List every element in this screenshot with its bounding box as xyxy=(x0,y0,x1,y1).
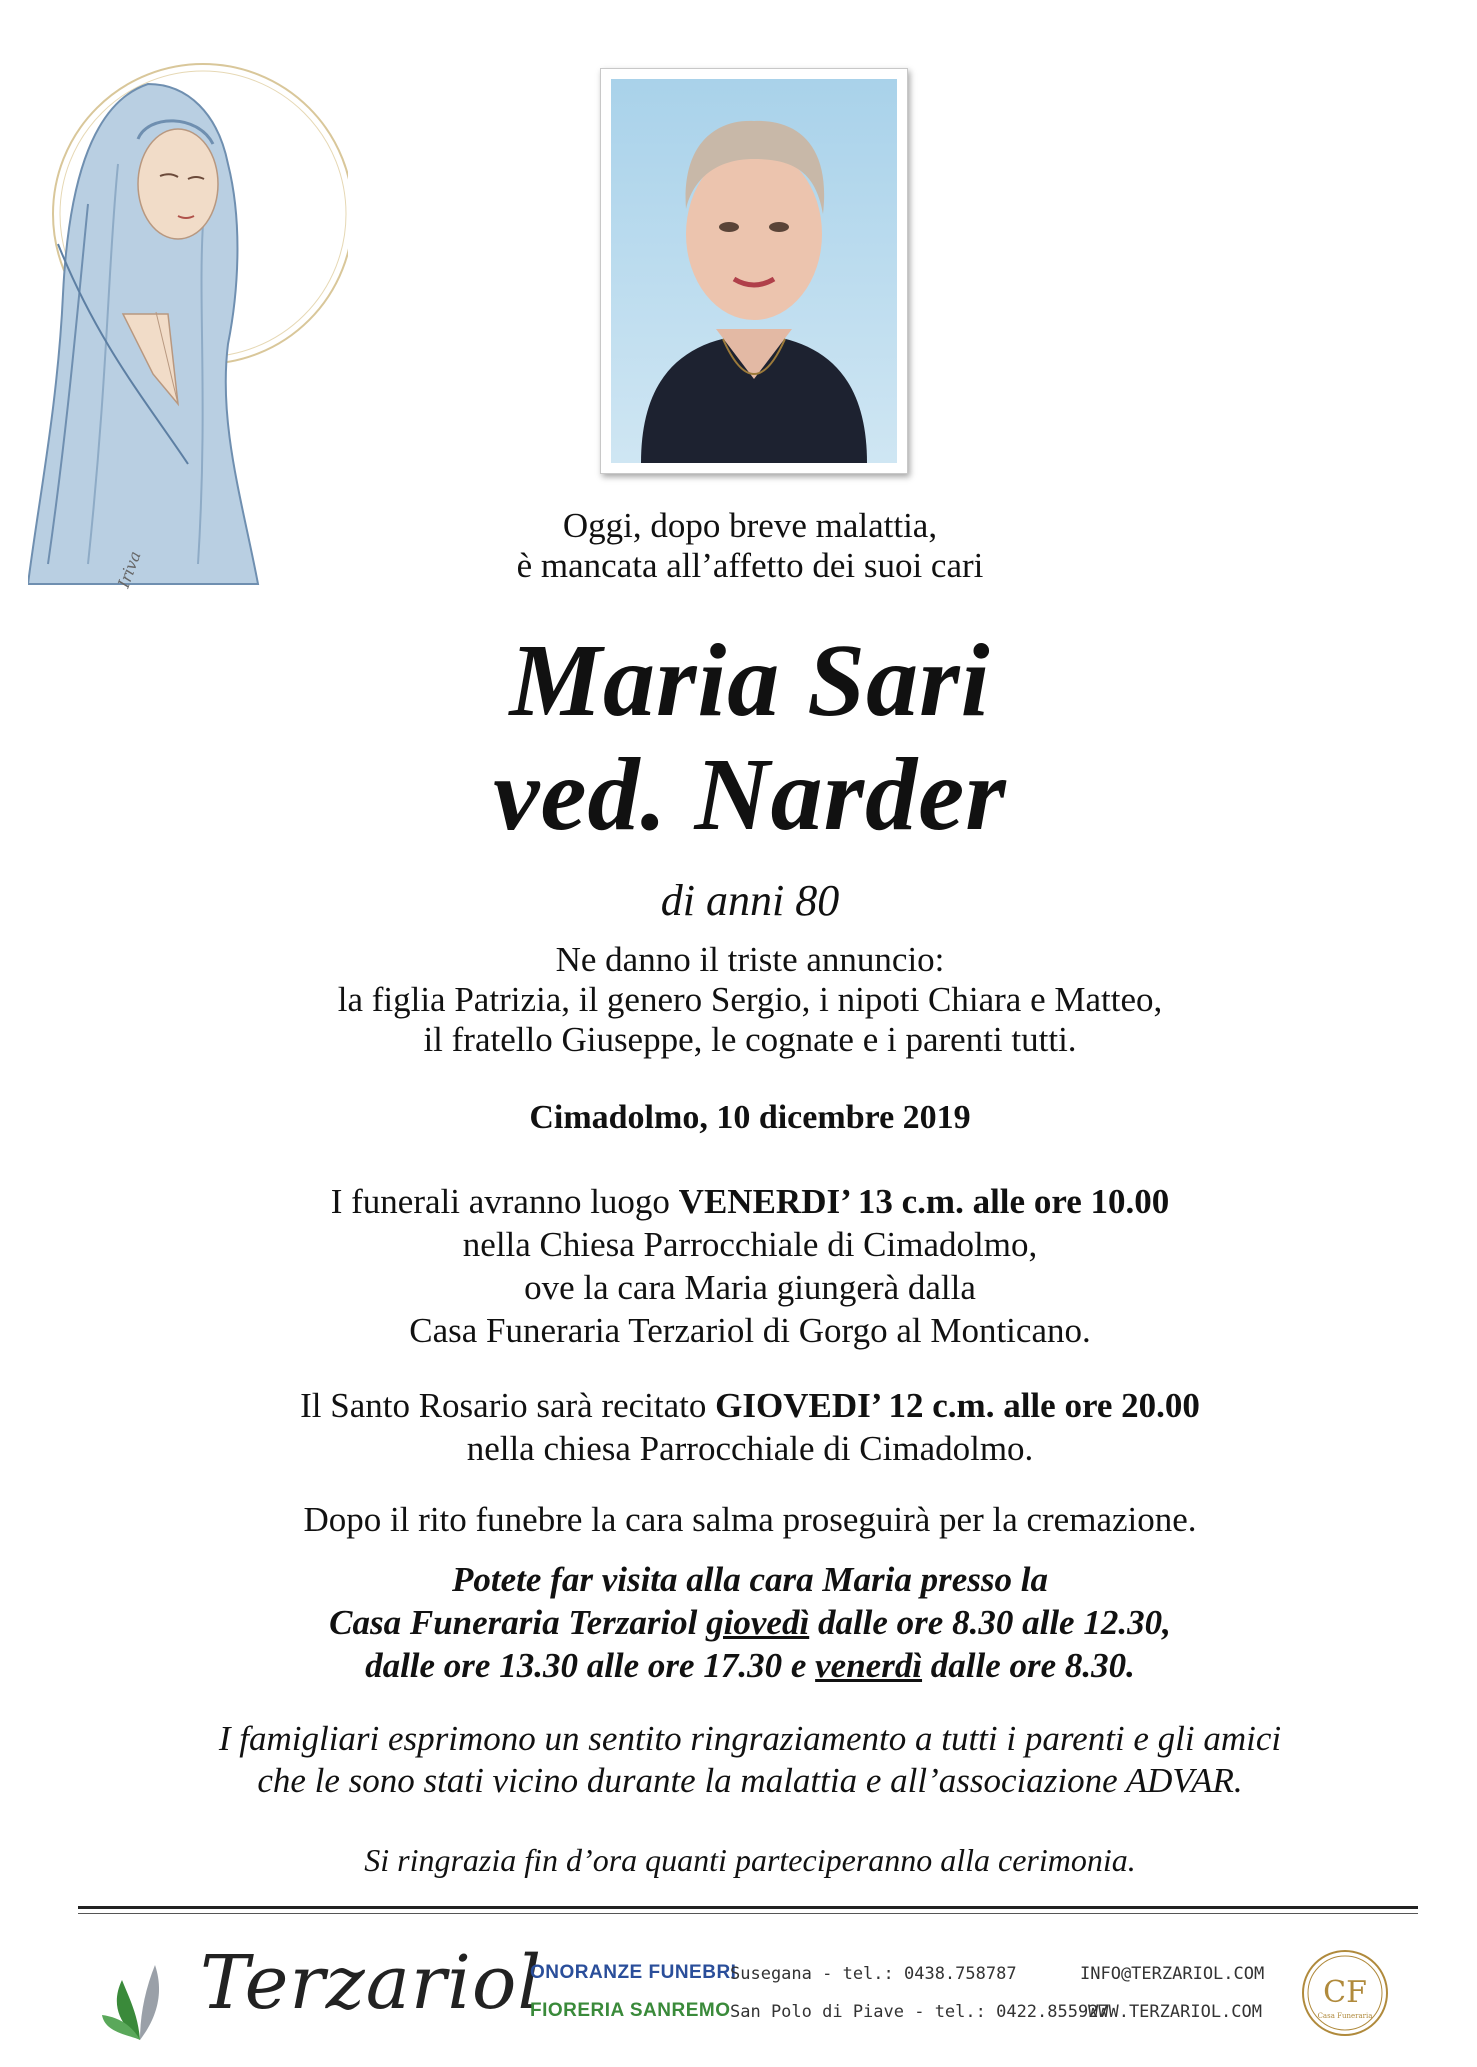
funeral-info xyxy=(150,1180,1350,1352)
thanks-text xyxy=(150,1718,1350,1802)
funeral-prefix: I funerali avranno luogo xyxy=(330,1182,679,1221)
visit-line xyxy=(150,1601,1350,1644)
company-logo-text: Terzariol xyxy=(200,1940,543,2026)
thanks-line: I famigliari esprimono un sentito ringraziamento a tutti i parenti e gli amici xyxy=(218,1719,1282,1758)
brand-onoranze: ONORANZE FUNEBRI xyxy=(530,1962,737,1983)
intro-line: è mancata all’affetto dei suoi cari xyxy=(516,546,984,585)
footer-divider-thin xyxy=(78,1913,1418,1914)
deceased-name xyxy=(150,624,1350,852)
funeral-line: ove la cara Maria giungerà dalla xyxy=(524,1268,976,1307)
rosary-info xyxy=(150,1384,1350,1470)
place-date: Cimadolmo, 10 dicembre 2019 xyxy=(529,1099,971,1136)
visit-day: venerdì xyxy=(815,1646,923,1685)
portrait-frame xyxy=(600,68,908,474)
contact-website[interactable]: WWW.TERZARIOL.COM xyxy=(1088,2002,1262,2022)
contact-susegana: Susegana - tel.: 0438.758787 xyxy=(730,1964,1017,1984)
seal-letters: CF xyxy=(1323,1975,1367,2010)
leaf-logo-icon xyxy=(100,1955,180,2045)
funeral-datetime: VENERDI’ 13 c.m. alle ore 10.00 xyxy=(678,1182,1170,1221)
intro-text xyxy=(150,506,1350,586)
funeral-line: Casa Funeraria Terzariol di Gorgo al Monticano. xyxy=(409,1311,1091,1350)
visit-text: dalle ore 13.30 alle ore 17.30 e xyxy=(365,1646,816,1685)
closing-text: Si ringrazia fin d’ora quanti parteciperanno alla cerimonia. xyxy=(364,1842,1136,1878)
rosary-prefix: Il Santo Rosario sarà recitato xyxy=(300,1386,716,1425)
funeral-line xyxy=(150,1180,1350,1223)
contact-email[interactable]: INFO@TERZARIOL.COM xyxy=(1080,1964,1265,1984)
visit-day: giovedì xyxy=(706,1603,810,1642)
madonna-signature: Iriva xyxy=(113,548,145,591)
thanks-line: che le sono stati vicino durante la malattia e all’associazione ADVAR. xyxy=(257,1761,1243,1800)
age-text: di anni 80 xyxy=(660,876,840,925)
visit-line: Potete far visita alla cara Maria presso la xyxy=(452,1560,1048,1599)
casa-funeraria-seal-icon xyxy=(1300,1948,1390,2038)
visit-line xyxy=(150,1644,1350,1687)
brand-fioreria: FIORERIA SANREMO xyxy=(530,2000,731,2021)
contact-san-polo: San Polo di Piave - tel.: 0422.855927 xyxy=(730,2002,1109,2022)
rosary-line: nella chiesa Parrocchiale di Cimadolmo. xyxy=(466,1429,1034,1468)
footer-divider xyxy=(78,1906,1418,1909)
visit-text: dalle ore 8.30. xyxy=(922,1646,1135,1685)
name-line: ved. Narder xyxy=(493,737,1007,852)
name-line: Maria Sari xyxy=(509,623,991,738)
family-announcement xyxy=(150,940,1350,1060)
family-line: Ne danno il triste annuncio: xyxy=(555,940,945,979)
family-line: la figlia Patrizia, il genero Sergio, i nipoti Chiara e Matteo, xyxy=(337,980,1163,1019)
family-line: il fratello Giuseppe, le cognate e i parenti tutti. xyxy=(423,1020,1077,1059)
intro-line: Oggi, dopo breve malattia, xyxy=(562,506,938,545)
seal-caption: Casa Funeraria xyxy=(1317,2012,1373,2020)
rosary-line xyxy=(150,1384,1350,1427)
rosary-datetime: GIOVEDI’ 12 c.m. alle ore 20.00 xyxy=(715,1386,1200,1425)
visit-info xyxy=(150,1558,1350,1687)
visit-text: Casa Funeraria Terzariol xyxy=(329,1603,707,1642)
visit-text: dalle ore 8.30 alle 12.30, xyxy=(809,1603,1171,1642)
portrait-photo xyxy=(611,79,897,463)
cremation-info: Dopo il rito funebre la cara salma proseguirà per la cremazione. xyxy=(303,1500,1197,1539)
funeral-line: nella Chiesa Parrocchiale di Cimadolmo, xyxy=(462,1225,1038,1264)
